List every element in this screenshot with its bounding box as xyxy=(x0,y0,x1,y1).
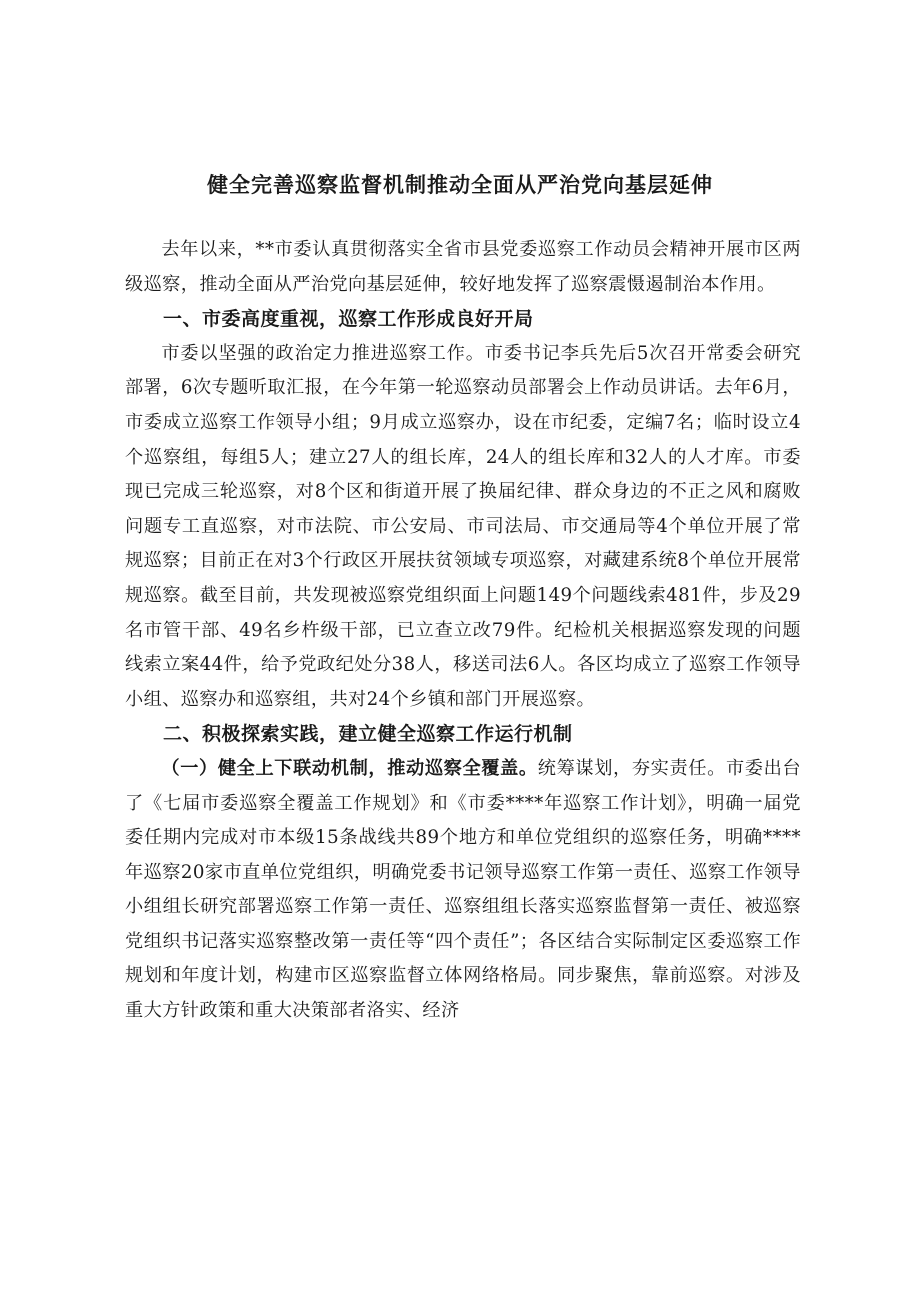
section-1-heading: 一、市委高度重视，巡察工作形成良好开局 xyxy=(163,308,534,331)
subsection-1-lead: （一）健全上下联动机制，推动巡察全覆盖。 xyxy=(161,757,538,779)
document-title: 健全完善巡察监督机制推动全面从严治党向基层延伸 xyxy=(207,173,713,197)
subsection-1-text: 统筹谋划，夯实责任。市委出台了《七届市委巡察全覆盖工作规划》和《市委****年巡察工作计划》，明确一届党委任期内完成对市本级15条战线共89个地方和单位党组织的巡察任务，明确****年巡察20家市直单位党组织，明确党委书记领导巡察工作第一责任、巡察工作领导小组组长研究部署巡察工作第一责任、巡察组组长落实巡察监督第一责任、被巡察党组织书记落实巡察整改第一责任等“四个责任”；各区结合实际制定区委巡察工作规划和年度计划，构建市区巡察监督立体网络格局。同步聚焦，靠前巡察。对涉及重大方针政策和重大决策部者洛实、经济 xyxy=(125,757,801,1022)
section-2-paragraph xyxy=(125,752,801,1029)
section-1-paragraph: 市委以坚强的政治定力推进巡察工作。市委书记李兵先后5次召开常委会研究部署，6次专题听取汇报，在今年第一轮巡察动员部署会上作动员讲话。去年6月，市委成立巡察工作领导小组；9月成立巡察办，设在市纪委，定编7名；临时设立4个巡察组，每组5人；建立27人的组长库，24人的组长库和32人的人才库。市委现已完成三轮巡察，对8个区和街道开展了换届纪律、群众身边的不正之风和腐败问题专工直巡察，对市法院、市公安局、市司法局、市交通局等4个单位开展了常规巡察；目前正在对3个行政区开展扶贫领域专项巡察，对藏建系统8个单位开展常规巡察。截至目前，共发现被巡察党组织面上问题149个问题线索481件，步及29名市管干部、49名乡杵级干部，已立查立改79件。纪检机关根据巡察发现的问题线索立案44件，给予党政纪处分38人，移送司法6人。各区均成立了巡察工作领导小组、巡察办和巡察组，共对24个乡镇和部门开展巡察。 xyxy=(125,342,801,710)
intro-paragraph: 去年以来，**市委认真贯彻落实全省市县党委巡察工作动员会精神开展市区两级巡察，推动全面从严治党向基层延伸，较好地发挥了巡察震慑遏制治本作用。 xyxy=(125,239,801,295)
document-body xyxy=(125,233,801,1029)
section-2-heading: 二、积极探索实践，建立健全巡察工作运行机制 xyxy=(163,723,573,746)
